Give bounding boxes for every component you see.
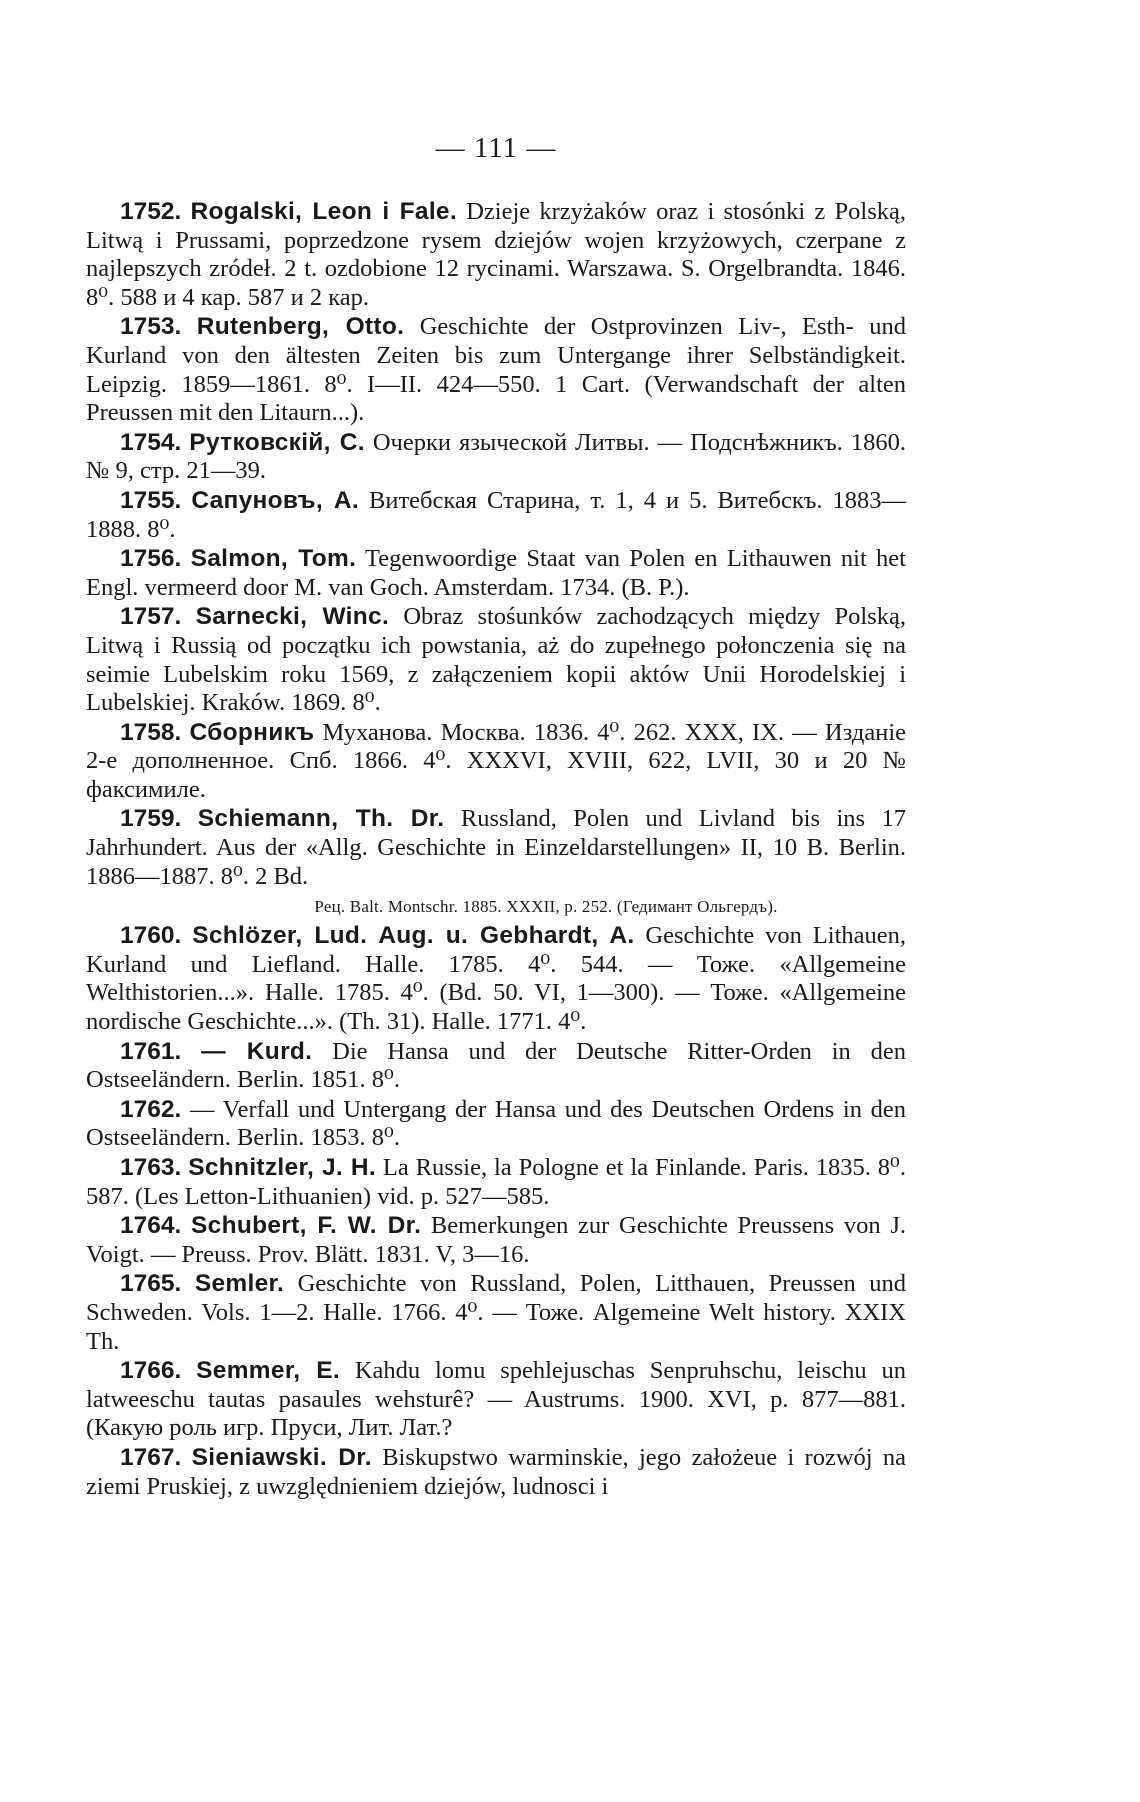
entry-number: 1756. <box>120 545 182 573</box>
bibliography-entry <box>86 198 906 312</box>
bibliography-entry <box>86 1038 906 1095</box>
entry-author: Rutenberg, Otto. <box>196 313 405 341</box>
entry-text: Bemerkungen zur Geschichte Preussens von J. Voigt. — Preuss. Prov. Blätt. 1831. V, 3—16. <box>86 1212 906 1268</box>
entry-author: Semler. <box>194 1270 285 1298</box>
bibliography-entry <box>86 922 906 1036</box>
entry-number: 1754. <box>120 428 182 456</box>
entry-number: 1761. <box>120 1037 182 1065</box>
bibliography-entry <box>86 603 906 717</box>
bibliography-entry <box>86 487 906 544</box>
entry-text: Витебская Старина, т. 1, 4 и 5. Витебскъ. 1883—1888. 8⁰. <box>86 486 907 543</box>
entry-number: 1765. <box>120 1270 182 1298</box>
entry-text: Tegenwoordige Staat van Polen en Lithauwen nit het Engl. vermeerd door M. van Goch. Amsterdam. 1734. (B. P.). <box>86 545 906 601</box>
bibliography-entry <box>86 805 906 891</box>
entry-text: Obraz stośunków zachodzących między Polską, Litwą i Russią od początku ich powstania, aż do zupełnego połonczenia się na seimie Lubelskim roku 1569, z załączeniem kopii aktów Unii Horodelskiej i Lubelskiej. Kraków. 1869. 8⁰. <box>86 603 907 717</box>
entry-text: Biskupstwo warminskie, jego założeue i rozwój na ziemi Pruskiej, z uwzględnieniem dziejów, ludnosci i <box>86 1443 906 1500</box>
entry-author: Schlözer, Lud. Aug. u. Gebhardt, A. <box>192 922 635 950</box>
entry-text: Очерки языческой Литвы. — Подснѣжникъ. 1860. № 9, стр. 21—39. <box>86 428 907 485</box>
bibliography-entry <box>86 1357 906 1443</box>
entry-number: 1755. <box>120 486 182 514</box>
entry-text: Dzieje krzyżaków oraz i stosónki z Polską, Litwą i Prussami, poprzedzone rysem dziejów wojen krzyżowych, czerpane z najlepszych zródeł. 2 t. ozdobione 12 rycinami. Warszawa. S. Orgelbrandta. 1846. 8⁰. 588 и 4 кар. 587 и 2 кар. <box>86 198 906 311</box>
entry-author: Schiemann, Th. Dr. <box>197 805 445 833</box>
bibliography-entry <box>86 429 906 486</box>
entry-number: 1760. <box>120 922 182 950</box>
entry-text: La Russie, la Pologne et la Finlande. Paris. 1835. 8⁰. 587. (Les Letton-Lithuanien) vid. p. 527—585. <box>86 1154 906 1210</box>
entry-author: Rogalski, Leon i Fale. <box>190 198 457 225</box>
entry-number: 1758. <box>120 718 182 746</box>
entry-number: 1767. <box>120 1443 182 1471</box>
entry-number: 1764. <box>120 1212 182 1240</box>
entry-text: Geschichte der Ostprovinzen Liv-, Esth- und Kurland von den ältesten Zeiten bis zum Untergange ihrer Selbständigkeit. Leipzig. 1859—1861. 8⁰. I—II. 424—550. 1 Cart. (Verwandschaft der alten Preussen mit den Litaurn...). <box>86 313 906 427</box>
entry-text: Russland, Polen und Livland bis ins 17 Jahrhundert. Aus der «Allg. Geschichte in Einzeldarstellungen» II, 10 B. Berlin. 1886—1887. 8⁰. 2 Bd. <box>86 805 907 890</box>
bibliography-entry <box>86 1154 906 1211</box>
bibliography-entry <box>86 545 906 602</box>
entry-text: Kahdu lomu spehlejuschas Senpruhschu, leischu un latweeschu tautas pasaules wehsturê? — Austrums. 1900. XVI, p. 877—881. (Какую роль игр. Пруси, Лит. Лат.? <box>86 1357 907 1442</box>
bibliography-entry <box>86 1096 906 1153</box>
entry-number: 1763. <box>120 1154 182 1181</box>
entry-number: 1759. <box>120 805 182 833</box>
entry-number: 1766. <box>120 1357 182 1385</box>
bibliography-entry <box>86 1270 906 1356</box>
entry-number: 1757. <box>120 603 182 631</box>
entry-author: Sarnecki, Winc. <box>195 603 390 631</box>
entry-author: Salmon, Tom. <box>190 545 357 573</box>
entry-number: 1762. <box>120 1095 182 1123</box>
entry-review-note: Рец. Balt. Montschr. 1885. XXXII, p. 252. (Гедимант Ольгердъ). <box>314 897 778 917</box>
entry-author: Сапуновъ, А. <box>191 486 360 514</box>
entry-text: Муханова. Москва. 1836. 4⁰. 262. XXX, IX. — Изданіе 2-е дополненное. Спб. 1866. 4⁰. XXXVI, XVIII, 622, LVII, 30 и 20 № факсимиле. <box>86 718 906 803</box>
bibliography-entry <box>86 313 906 427</box>
bibliography-entry <box>86 1444 906 1501</box>
entry-author: Сборникъ <box>189 718 315 746</box>
bibliography-entry <box>86 719 906 805</box>
entry-text: Geschichte von Russland, Polen, Litthauen, Preussen und Schweden. Vols. 1—2. Halle. 1766. 4⁰. — Тоже. Algemeine Welt history. XXIX Th. <box>86 1270 907 1355</box>
entry-author: Рутковскій, С. <box>189 428 365 456</box>
entry-text: Geschichte von Lithauen, Kurland und Liefland. Halle. 1785. 4⁰. 544. — Тоже. «Allgemeine Welthistorien...». Halle. 1785. 4⁰. (Bd. 50. VI, 1—300). — Тоже. «Allgemeine nordische Geschichte...». (Th. 31). Halle. 1771. 4⁰. <box>86 922 906 1036</box>
entry-author: — Kurd. <box>201 1037 313 1065</box>
bibliography-list <box>86 198 906 1502</box>
entry-author: Schubert, F. W. Dr. <box>191 1212 422 1240</box>
page-number: — 111 — <box>435 132 557 164</box>
entry-author: Schnitzler, J. H. <box>188 1154 376 1181</box>
entry-text: — Verfall und Untergang der Hansa und des Deutschen Ordens in den Ostseeländern. Berlin. 1853. 8⁰. <box>86 1095 907 1152</box>
entry-text: Die Hansa und der Deutsche Ritter-Orden in den Ostseeländern. Berlin. 1851. 8⁰. <box>86 1037 907 1094</box>
bibliography-entry <box>86 1212 906 1269</box>
entry-number: 1752. <box>120 198 182 225</box>
entry-number: 1753. <box>120 313 182 341</box>
entry-author: Sieniawski. Dr. <box>191 1443 372 1471</box>
entry-author: Semmer, E. <box>196 1357 340 1385</box>
